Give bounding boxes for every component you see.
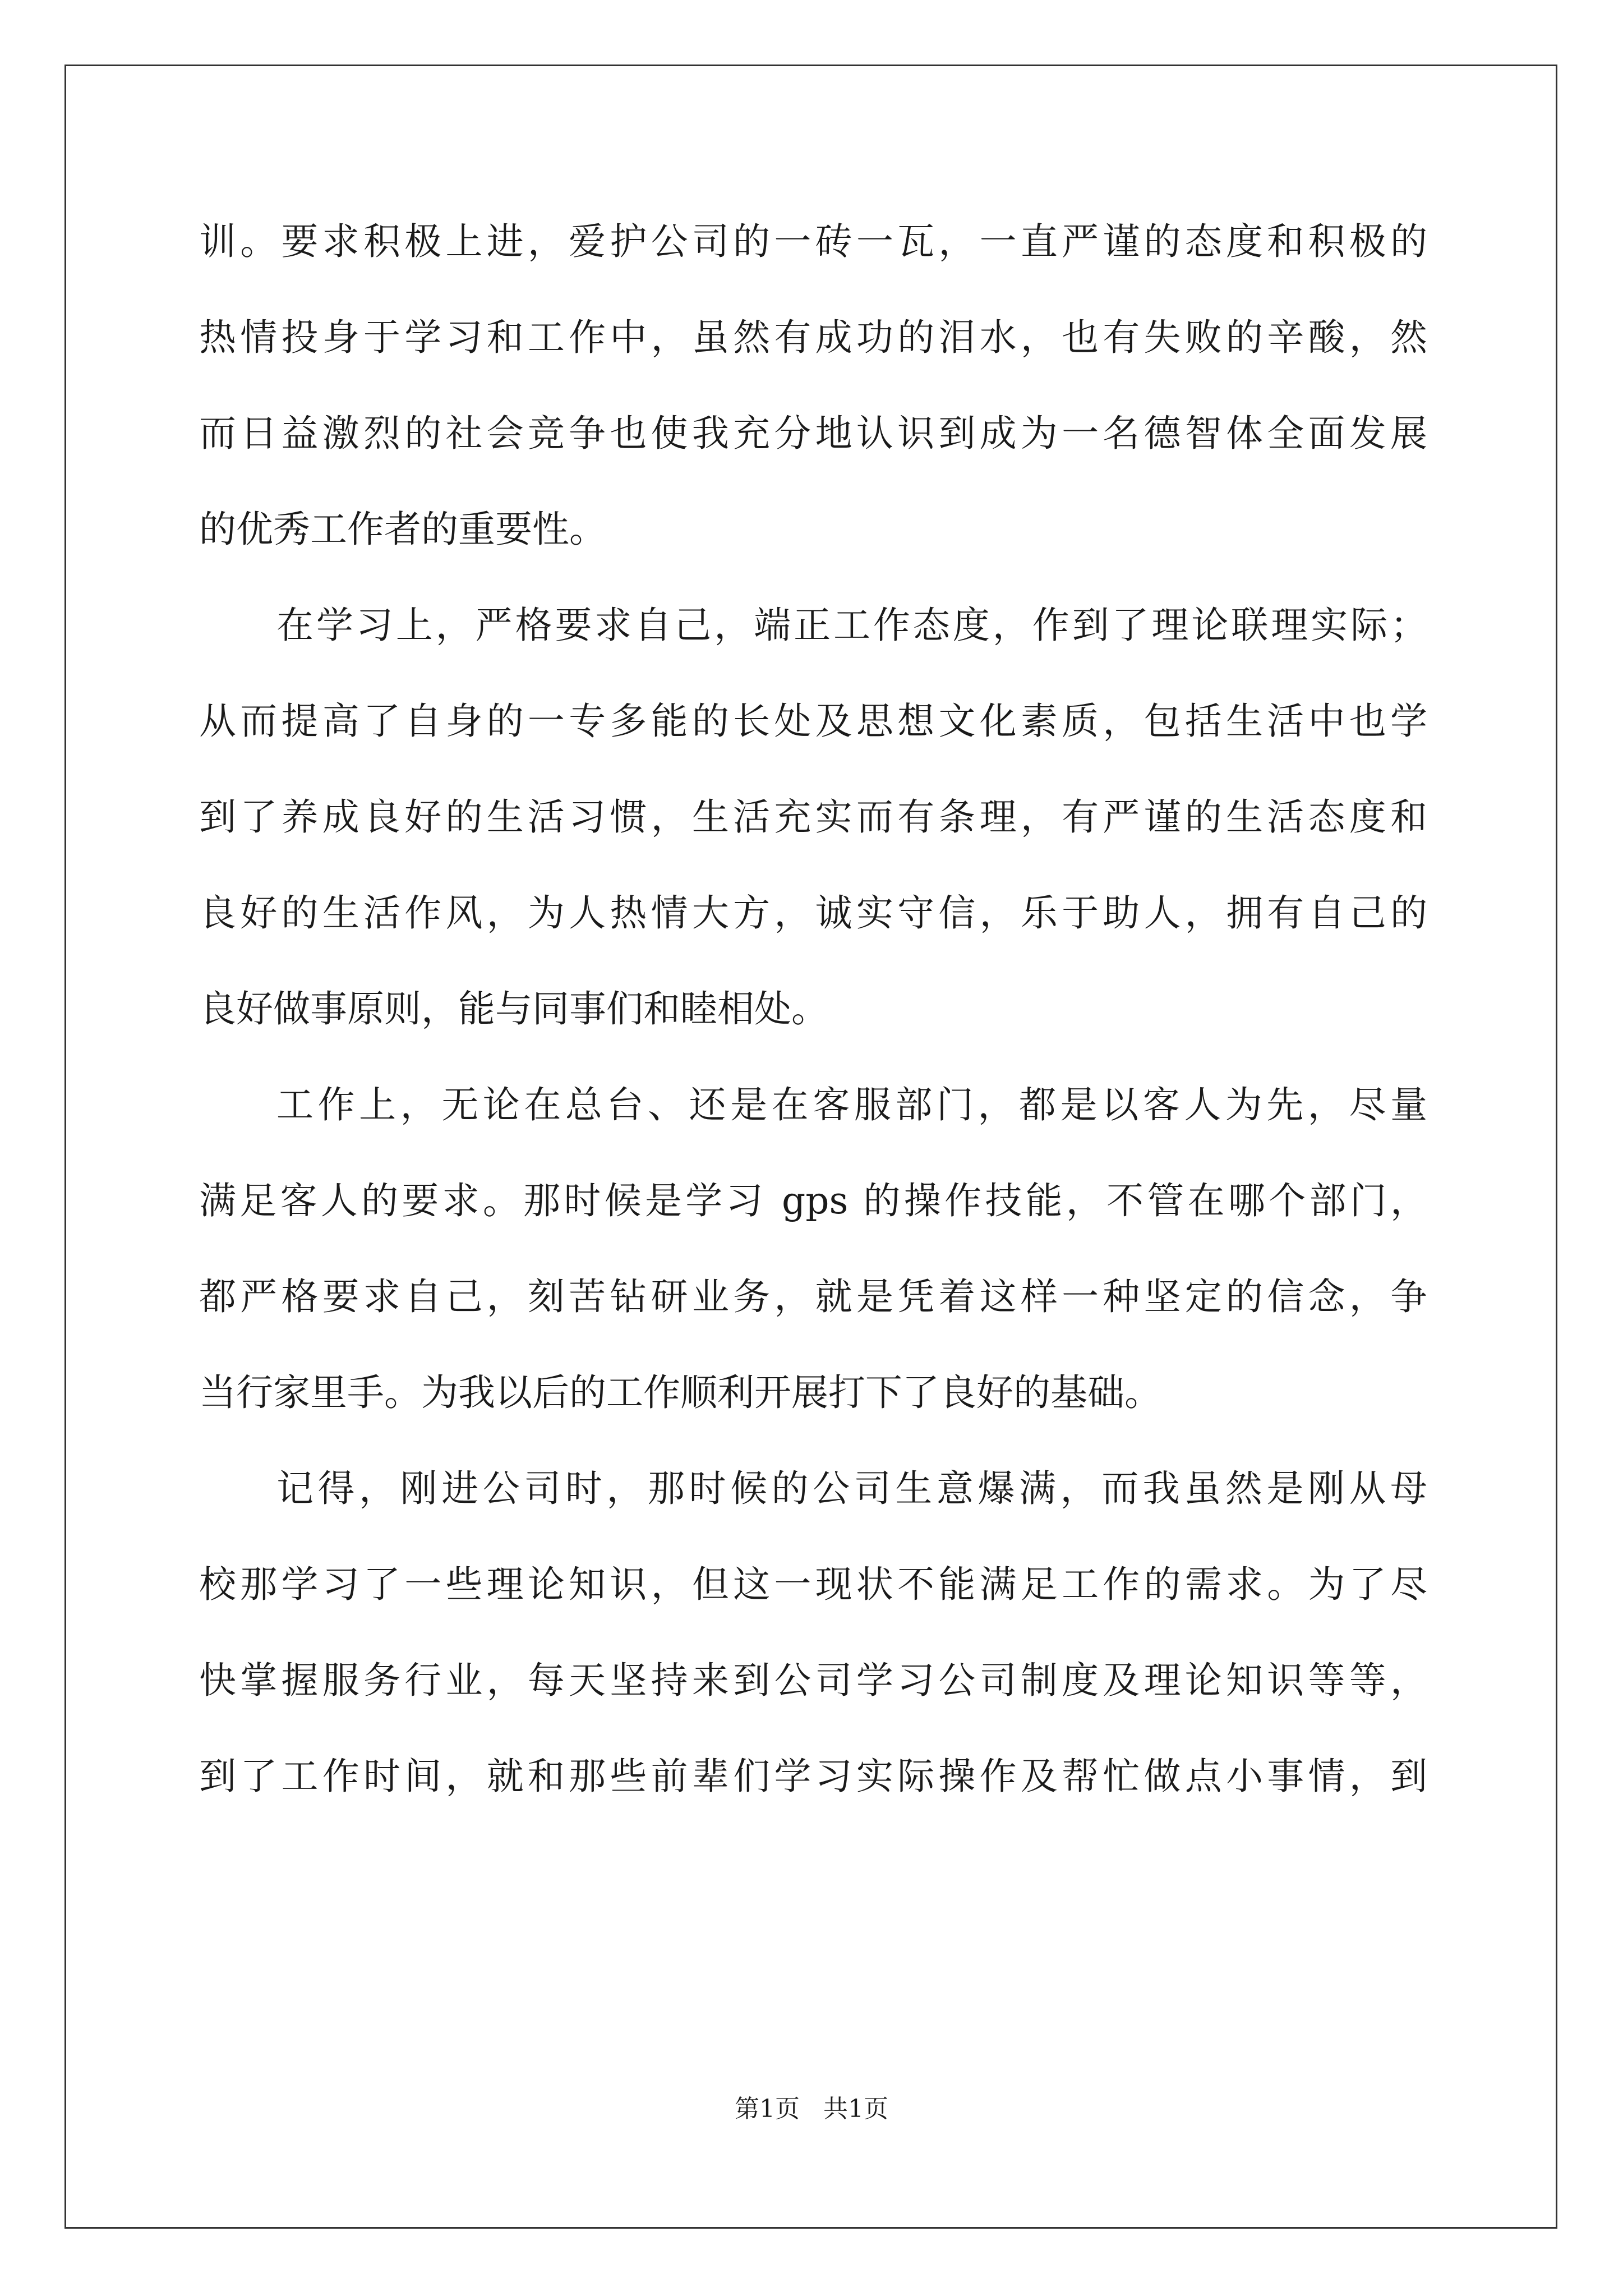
page-total: 共1页 (823, 2095, 888, 2123)
text-line: 都严格要求自己，刻苦钻研业务，就是凭着这样一种坚定的信念，争 (199, 1275, 1427, 1318)
page-footer (0, 2092, 1623, 2126)
text-line: 热情投身于学习和工作中，虽然有成功的泪水，也有失败的辛酸，然 (199, 316, 1427, 359)
text-line: 当行家里手。为我以后的工作顺利开展打下了良好的基础。 (199, 1371, 1161, 1414)
paragraph-start-line: 工作上，无论在总台、还是在客服部门，都是以客人为先，尽量 (276, 1083, 1427, 1126)
document-body (199, 218, 1427, 1848)
text-line: 的优秀工作者的重要性。 (199, 508, 606, 551)
text-line: 而日益激烈的社会竞争也使我充分地认识到成为一名德智体全面发展 (199, 412, 1427, 455)
text-line: 到了工作时间，就和那些前辈们学习实际操作及帮忙做点小事情，到 (199, 1755, 1427, 1798)
text-line: 满足客人的要求。那时候是学习 gps 的操作技能，不管在哪个部门， (199, 1179, 1427, 1222)
paragraph-start-line: 在学习上，严格要求自己，端正工作态度，作到了理论联理实际； (276, 604, 1427, 647)
text-line: 良好的生活作风，为人热情大方，诚实守信，乐于助人，拥有自己的 (199, 891, 1427, 935)
text-line: 从而提高了自身的一专多能的长处及思想文化素质，包括生活中也学 (199, 700, 1427, 743)
paragraph-start-line: 记得，刚进公司时，那时候的公司生意爆满，而我虽然是刚从母 (276, 1467, 1427, 1510)
text-line: 良好做事原则，能与同事们和睦相处。 (199, 987, 828, 1030)
text-line: 快掌握服务行业，每天坚持来到公司学习公司制度及理论知识等等， (199, 1659, 1427, 1702)
text-line: 到了养成良好的生活习惯，生活充实而有条理，有严谨的生活态度和 (199, 795, 1427, 839)
text-line: 校那学习了一些理论知识，但这一现状不能满足工作的需求。为了尽 (199, 1563, 1427, 1606)
page-number: 第1页 (735, 2095, 800, 2123)
text-line: 训。要求积极上进，爱护公司的一砖一瓦，一直严谨的态度和积极的 (199, 220, 1427, 263)
